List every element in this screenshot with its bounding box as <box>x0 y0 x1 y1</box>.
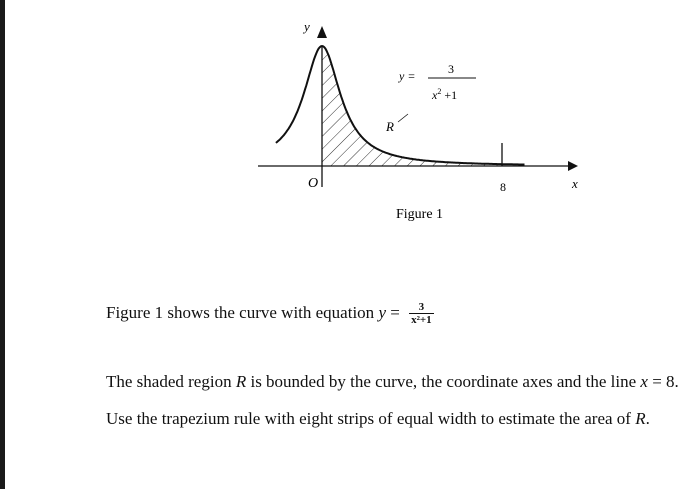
line1-var-y: y <box>378 302 386 322</box>
curve-line <box>276 46 525 165</box>
region-label-pointer <box>398 114 408 122</box>
line2-suffix: = 8. <box>647 372 679 391</box>
line1-fraction <box>409 301 434 326</box>
line1-frac-numerator: 3 <box>418 301 425 313</box>
line1-eq: = <box>385 302 405 322</box>
line1-prefix: Figure 1 shows the curve with equation <box>106 302 379 322</box>
line3-suffix: . <box>645 409 650 428</box>
curve-label-numerator: 3 <box>448 62 454 76</box>
line3-var-r: R <box>635 409 646 428</box>
x-tick-label-8: 8 <box>500 180 506 194</box>
shaded-region-r <box>322 46 502 166</box>
line2-prefix: The shaded region <box>106 372 236 391</box>
curve-label-den-exp: 2 <box>437 87 442 96</box>
line3-prefix: Use the trapezium rule with eight strips of equal width to estimate the area of <box>106 409 636 428</box>
curve-label-denominator <box>431 87 457 102</box>
curve-label-lhs: y = <box>399 69 416 83</box>
figure-caption: Figure 1 <box>396 207 444 222</box>
y-axis-label: y <box>304 19 310 34</box>
x-axis-label: x <box>572 176 578 191</box>
curve-figure <box>0 0 700 240</box>
curve-label-den-rest: +1 <box>441 88 458 102</box>
question-line-1 <box>106 300 434 325</box>
region-label: R <box>386 119 394 134</box>
line2-var-x: x <box>640 372 648 391</box>
line2-var-r: R <box>235 372 247 391</box>
y-axis-arrow-icon <box>317 26 327 38</box>
question-line-3 <box>106 409 650 429</box>
question-line-2 <box>106 372 679 392</box>
curve-label-den-base: x <box>432 88 438 102</box>
line2-mid: is bounded by the curve, the coordinate axes and the line <box>246 372 641 391</box>
origin-label: O <box>308 176 319 191</box>
line1-frac-denominator: x²+1 <box>411 314 432 326</box>
x-axis-arrow-icon <box>568 161 578 171</box>
